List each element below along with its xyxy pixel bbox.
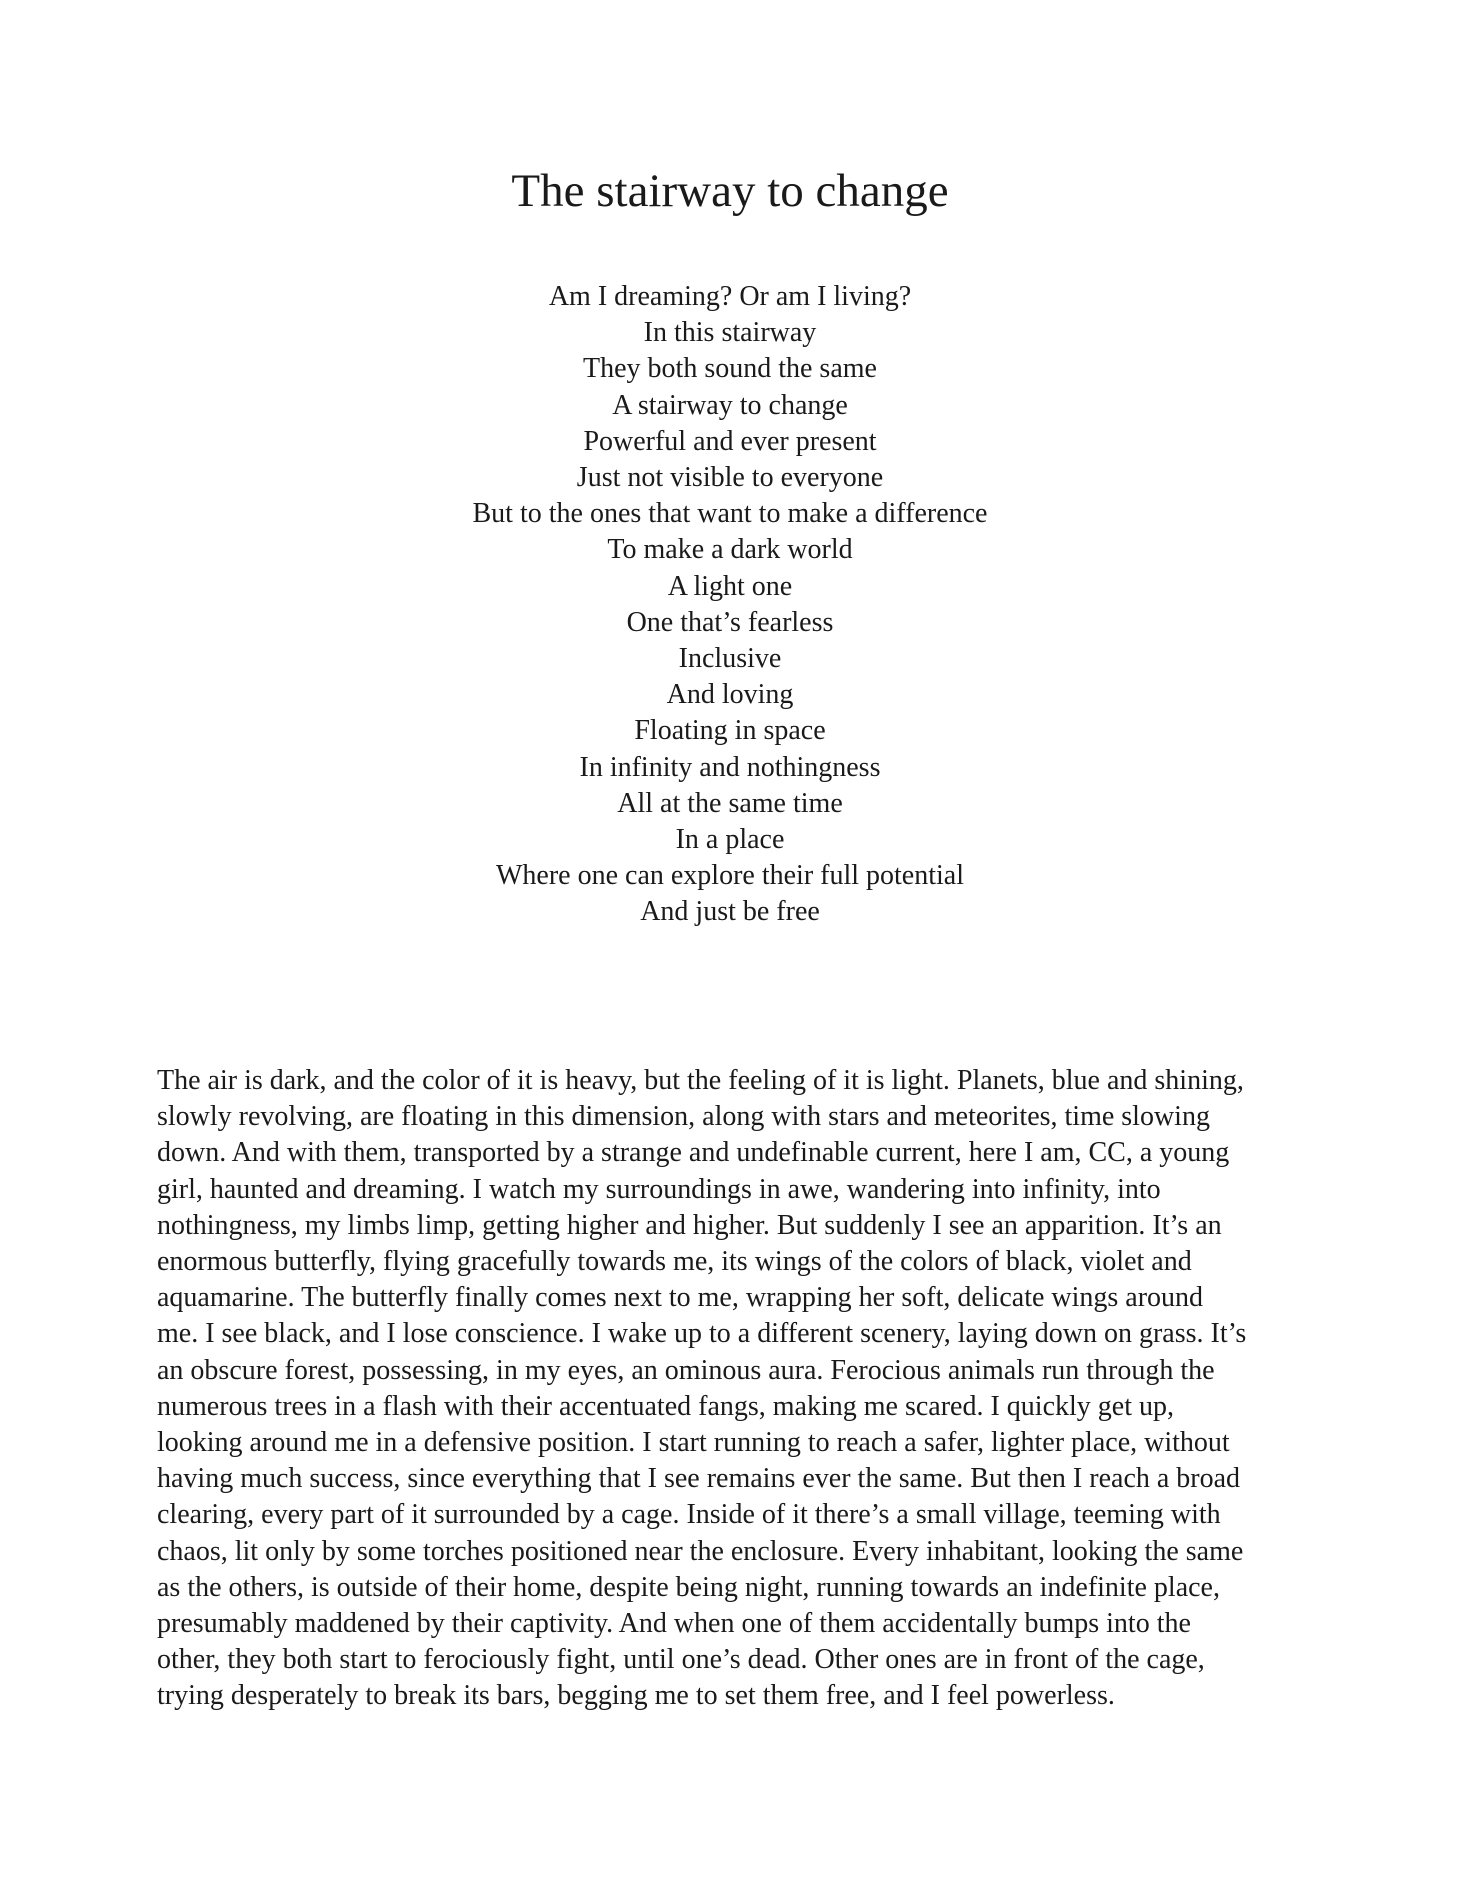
prose-line: chaos, lit only by some torches positioned near the enclosure. Every inhabitant, looking the same (157, 1535, 1244, 1567)
poem-line: Inclusive (678, 643, 782, 675)
poem-line: Floating in space (634, 715, 826, 747)
poem-line: And just be free (640, 896, 820, 928)
prose-line: nothingness, my limbs limp, getting higher and higher. But suddenly I see an apparition. It’s an (157, 1209, 1222, 1241)
poem-line: All at the same time (617, 787, 843, 819)
poem-line: In a place (675, 824, 785, 856)
poem-line: Just not visible to everyone (576, 462, 884, 494)
poem-line: To make a dark world (607, 534, 853, 566)
prose-line: down. And with them, transported by a strange and undefinable current, here I am, CC, a young (157, 1137, 1230, 1169)
prose-line: clearing, every part of it surrounded by a cage. Inside of it there’s a small village, teeming with (157, 1499, 1221, 1531)
poem (0, 279, 1460, 931)
prose-line: numerous trees in a flash with their accentuated fangs, making me scared. I quickly get up, (157, 1390, 1174, 1422)
document-title: The stairway to change (511, 165, 949, 217)
prose-line: slowly revolving, are floating in this dimension, along with stars and meteorites, time slowing (157, 1101, 1210, 1133)
prose-line: having much success, since everything that I see remains ever the same. But then I reach a broad (157, 1463, 1241, 1495)
prose-line: me. I see black, and I lose conscience. I wake up to a different scenery, laying down on grass. It’s (157, 1318, 1247, 1350)
poem-line: A light one (667, 570, 793, 602)
prose-line: girl, haunted and dreaming. I watch my surroundings in awe, wandering into infinity, into (157, 1173, 1161, 1205)
prose-line: trying desperately to break its bars, begging me to set them free, and I feel powerless. (157, 1680, 1115, 1712)
poem-line: One that’s fearless (626, 606, 834, 638)
poem-line: But to the ones that want to make a difference (472, 498, 988, 530)
poem-line: Where one can explore their full potential (495, 860, 964, 892)
prose-line: enormous butterfly, flying gracefully towards me, its wings of the colors of black, violet and (157, 1246, 1192, 1278)
prose-line: looking around me in a defensive position. I start running to reach a safer, lighter place, without (157, 1427, 1230, 1459)
poem-line: And loving (666, 679, 794, 711)
poem-line: Am I dreaming? Or am I living? (548, 281, 912, 312)
poem-line: They both sound the same (583, 353, 877, 385)
poem-line: In this stairway (643, 317, 817, 349)
prose-line: presumably maddened by their captivity. And when one of them accidentally bumps into the (157, 1608, 1191, 1640)
prose-line: The air is dark, and the color of it is heavy, but the feeling of it is light. Planets, blue and shining, (157, 1065, 1244, 1096)
prose-line: other, they both start to ferociously fight, until one’s dead. Other ones are in front of the cage, (157, 1644, 1205, 1676)
prose-line: as the others, is outside of their home, despite being night, running towards an indefinite place, (157, 1571, 1220, 1603)
prose-paragraph (157, 1063, 1317, 1715)
poem-line: Powerful and ever present (583, 425, 877, 457)
poem-line: In infinity and nothingness (579, 751, 881, 783)
prose-line: an obscure forest, possessing, in my eyes, an ominous aura. Ferocious animals run through the (157, 1354, 1215, 1386)
poem-line: A stairway to change (612, 389, 848, 421)
prose-line: aquamarine. The butterfly finally comes next to me, wrapping her soft, delicate wings around (157, 1282, 1204, 1314)
